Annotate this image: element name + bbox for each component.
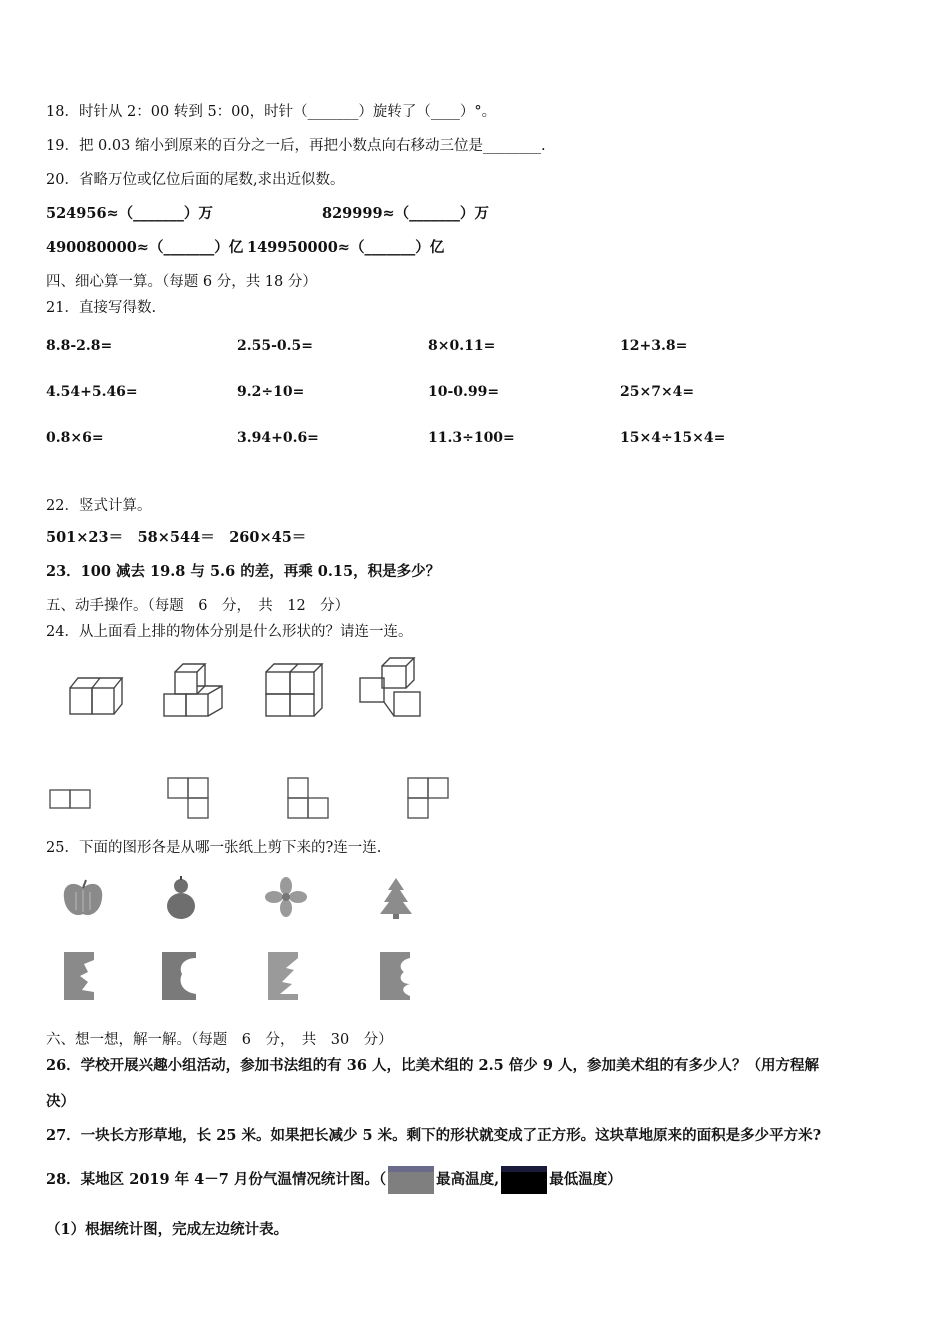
paper-cutout-1-icon <box>62 950 96 1002</box>
tree-shape-icon <box>378 876 414 920</box>
calc-item: 12+3.8= <box>620 338 688 354</box>
question-22-title: 22．竖式计算。 <box>46 498 152 514</box>
calc-item: 11.3÷100= <box>428 430 515 446</box>
paper-cutout-2-icon <box>160 950 198 1002</box>
question-19: 19．把 0.03 缩小到原来的百分之一后，再把小数点向右移动三位是________. <box>46 138 546 154</box>
apple-shape-icon <box>60 876 106 920</box>
cube-figure-4 <box>356 654 426 720</box>
section-4-heading: 四、细心算一算。（每题 6 分，共 18 分） <box>46 274 317 290</box>
calc-item: 3.94+0.6= <box>237 430 319 446</box>
question-24: 24．从上面看上排的物体分别是什么形状的？请连一连。 <box>46 624 413 640</box>
paper-cutout-4-icon <box>378 950 412 1002</box>
legend-high-label: 最高温度, <box>436 1171 500 1188</box>
question-20-a: 524956≈（_______）万 <box>46 205 213 222</box>
section-6-heading: 六、想一想，解一解。（每题 6 分， 共 30 分） <box>46 1032 393 1048</box>
question-26-line-2: 决） <box>46 1093 75 1110</box>
question-27: 27．一块长方形草地，长 25 米。如果把长减少 5 米。剩下的形状就变成了正方形。这块草地原来的面积是多少平方米? <box>46 1127 822 1144</box>
legend-low-label: 最低温度） <box>549 1171 622 1188</box>
question-28 <box>46 1166 622 1194</box>
paper-cutout-3-icon <box>266 950 300 1002</box>
question-28-prefix: 28．某地区 2019 年 4－7 月份气温情况统计图。（ <box>46 1171 387 1188</box>
cube-figure-3 <box>262 660 324 720</box>
view-shape-2 <box>166 776 212 820</box>
question-25: 25．下面的图形各是从哪一张纸上剪下来的?连一连. <box>46 840 382 856</box>
calc-item: 25×7×4= <box>620 384 695 400</box>
view-shape-3 <box>286 776 332 820</box>
calc-item: 15×4÷15×4= <box>620 430 726 446</box>
cube-figure-1 <box>66 670 124 718</box>
question-23: 23．100 减去 19.8 与 5.6 的差，再乘 0.15，积是多少？ <box>46 563 441 580</box>
calc-item: 9.2÷10= <box>237 384 305 400</box>
question-20-title: 20．省略万位或亿位后面的尾数,求出近似数。 <box>46 172 345 188</box>
calc-item: 0.8×6= <box>46 430 104 446</box>
question-20-b: 829999≈（_______）万 <box>322 205 489 222</box>
calc-item: 2.55-0.5= <box>237 338 313 354</box>
question-18: 18．时针从 2：00 转到 5：00，时针（_______）旋转了（____）°。 <box>46 104 497 120</box>
calc-item: 4.54+5.46= <box>46 384 138 400</box>
calc-item: 8.8-2.8= <box>46 338 113 354</box>
question-20-d: 149950000≈（_______）亿 <box>247 239 445 256</box>
question-22-items: 501×23＝ 58×544＝ 260×45＝ <box>46 529 307 546</box>
question-21-title: 21．直接写得数. <box>46 300 157 316</box>
view-shape-4 <box>406 776 452 820</box>
gourd-shape-icon <box>164 874 198 922</box>
section-5-heading: 五、动手操作。（每题 6 分， 共 12 分） <box>46 598 350 614</box>
legend-high-swatch <box>388 1166 434 1194</box>
question-28-part-1: （1）根据统计图，完成左边统计表。 <box>46 1221 289 1238</box>
cube-figure-2 <box>160 660 226 720</box>
question-26-line-1: 26．学校开展兴趣小组活动，参加书法组的有 36 人，比美术组的 2.5 倍少 9 人，参加美术组的有多少人？（用方程解 <box>46 1057 819 1074</box>
view-shape-1 <box>48 786 92 812</box>
calc-item: 10-0.99= <box>428 384 500 400</box>
legend-low-swatch <box>501 1166 547 1194</box>
flower-shape-icon <box>264 876 308 918</box>
question-20-c: 490080000≈（_______）亿 <box>46 239 244 256</box>
calc-item: 8×0.11= <box>428 338 496 354</box>
